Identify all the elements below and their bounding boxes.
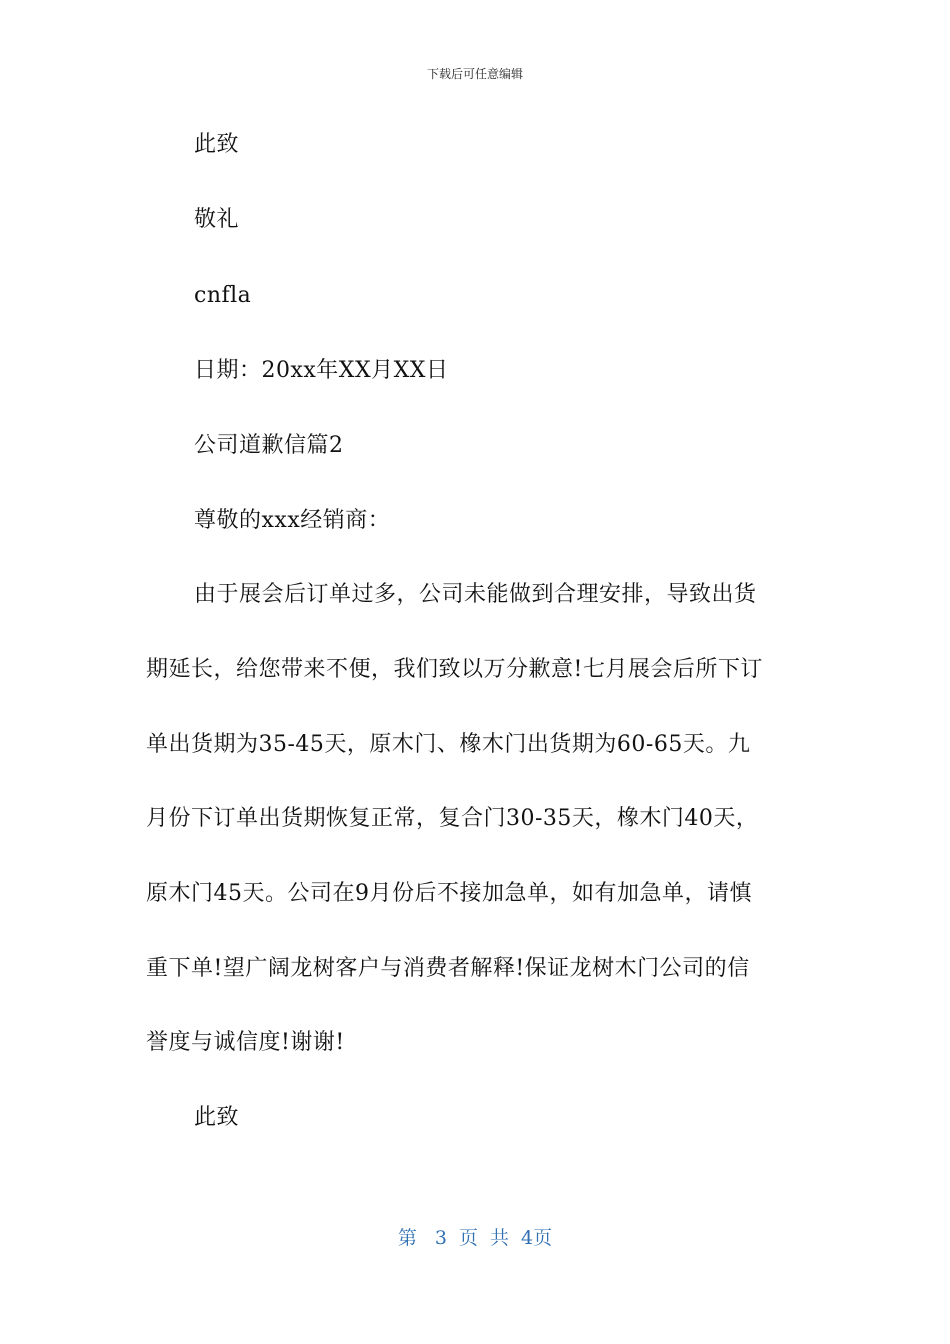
- footer-total-pages: 4页: [521, 1227, 553, 1249]
- closing-line: 此致: [194, 1105, 240, 1130]
- paragraph-line: 重下单!望广阔龙树客户与消费者解释!保证龙树木门公司的信: [146, 956, 750, 981]
- footer-total-word: 共: [490, 1227, 510, 1249]
- paragraph-line: 月份下订单出货期恢复正常，复合门30-35天，橡木门40天，: [146, 806, 759, 831]
- footer-page-word: 页: [458, 1227, 478, 1249]
- paragraph-line: 原木门45天。公司在9月份后不接加急单，如有加急单，请慎: [146, 881, 752, 906]
- paragraph-line: 期延长，给您带来不便，我们致以万分歉意!七月展会后所下订: [146, 657, 763, 682]
- page-header-note: 下载后可任意编辑: [426, 67, 523, 81]
- closing-line: 此致: [194, 132, 240, 157]
- page-footer: [0, 1225, 950, 1251]
- footer-prefix: 第: [397, 1227, 417, 1249]
- footer-current-page: 3: [434, 1227, 447, 1249]
- section-title: 公司道歉信篇2: [194, 433, 344, 458]
- paragraph-line: 单出货期为35-45天，原木门、橡木门出货期为60-65天。九: [146, 732, 751, 757]
- regards-line: 敬礼: [194, 207, 240, 232]
- date-line: 日期：20xx年XX月XX日: [194, 358, 449, 383]
- paragraph-line: 由于展会后订单过多，公司未能做到合理安排，导致出货: [194, 582, 757, 607]
- salutation-line: 尊敬的xxx经销商：: [194, 508, 391, 533]
- signature-line: cnfla: [194, 283, 252, 308]
- paragraph-line: 誉度与诚信度!谢谢!: [146, 1030, 345, 1055]
